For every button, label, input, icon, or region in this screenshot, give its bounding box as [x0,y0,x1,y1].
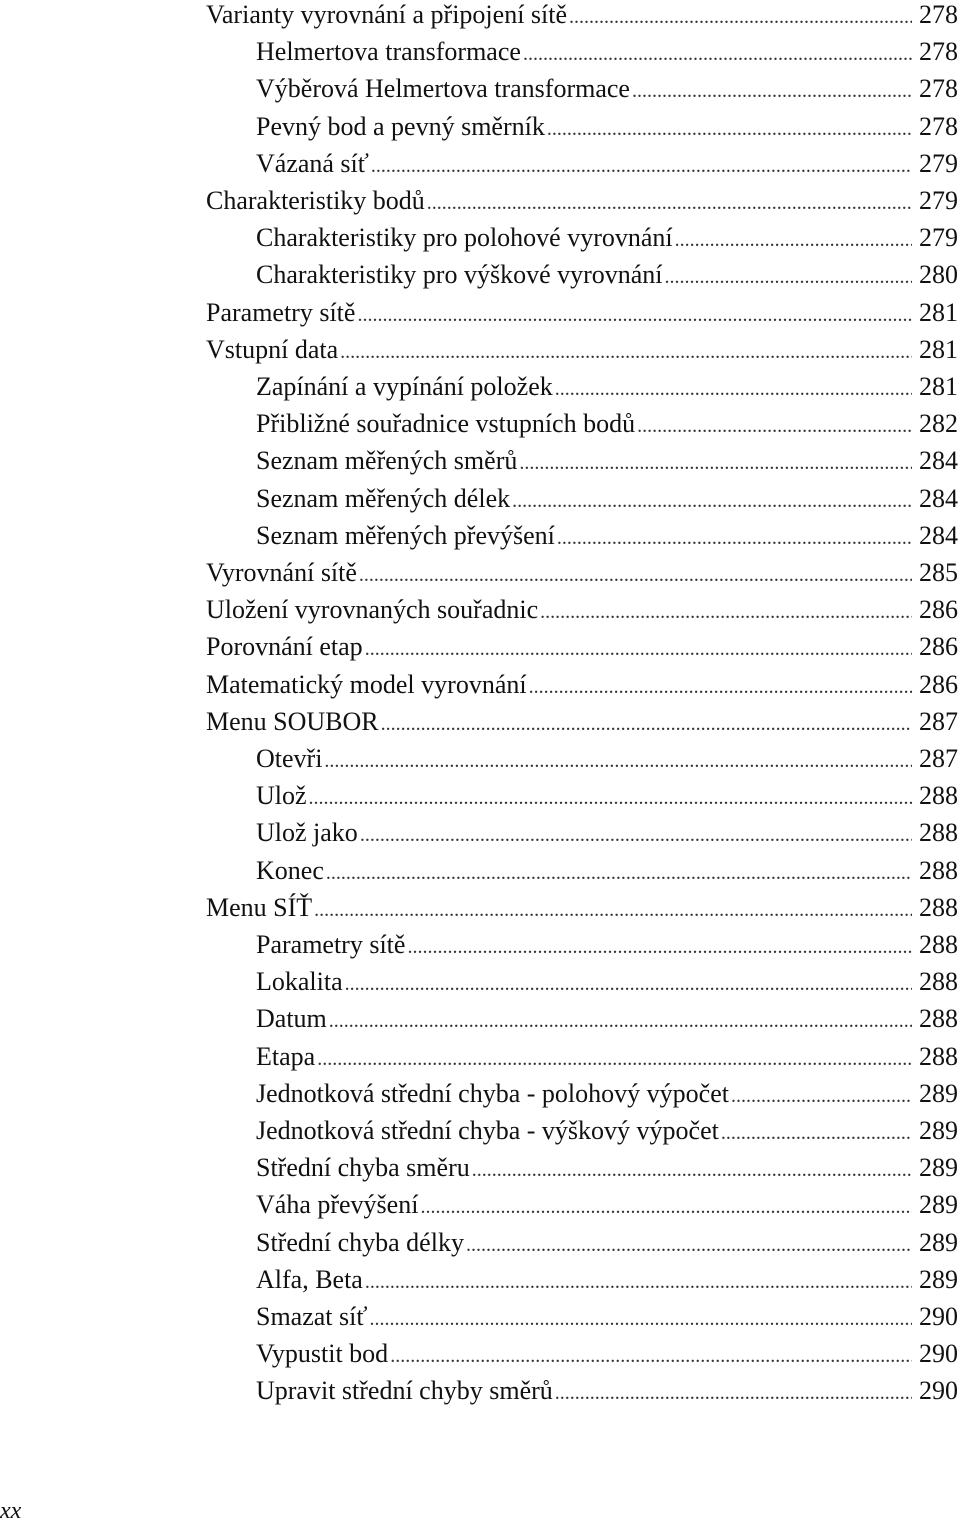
toc-entry [256,405,958,442]
toc-entry [206,666,958,703]
toc-entry-page-number: 288 [919,892,958,922]
toc-entry [256,1186,958,1223]
toc-entry [256,814,958,851]
dot-leader [326,855,912,892]
toc-entry-title: Lokalita [256,967,343,997]
toc-entry [256,1261,958,1298]
dot-leader [314,892,912,929]
toc-entry [256,368,958,405]
dot-leader [340,334,912,371]
toc-entry-title: Seznam měřených délek [256,483,511,513]
dot-leader [360,817,912,854]
toc-entry [206,554,958,591]
toc-entry-page-number: 278 [919,37,958,67]
toc-entry-title: Menu SÍŤ [206,892,313,922]
toc-entry [206,0,958,33]
toc-entry [256,1298,958,1335]
toc-entry-title: Varianty vyrovnání a připojení sítě [206,0,568,29]
toc-entry-title: Alfa, Beta [256,1264,363,1294]
toc-entry-title: Jednotková střední chyba - výškový výpočet [256,1116,719,1145]
toc-entry-title: Charakteristiky pro polohové vyrovnání [256,223,673,253]
dot-leader [365,631,912,668]
dot-leader [309,780,912,817]
toc-entry-title: Menu SOUBOR [206,706,379,736]
toc-entry-page-number: 278 [919,0,958,29]
dot-leader [365,1264,912,1301]
toc-entry-title: Parametry sítě [206,297,356,327]
toc-entry [256,517,958,554]
dot-leader [472,1152,912,1189]
toc-entry-title: Vypustit bod [256,1339,389,1369]
toc-entry [256,219,958,256]
toc-entry [256,740,958,777]
dot-leader [675,222,912,259]
toc-entry [206,889,958,926]
toc-entry-page-number: 288 [919,818,958,848]
toc-entry-page-number: 281 [919,372,958,401]
toc-entry-page-number: 278 [919,74,958,104]
dot-leader [317,1041,912,1078]
dot-leader [390,1338,912,1375]
dot-leader [555,371,912,408]
toc-entry-title: Pevný bod a pevný směrník [256,111,545,141]
toc-entry-title: Vstupní data [206,334,339,364]
toc-entry-title: Ulož [256,781,307,811]
toc-entry-page-number: 286 [919,595,958,625]
toc-entry-page-number: 282 [919,409,958,439]
toc-entry-title: Matematický model vyrovnání [206,669,527,699]
toc-entry-page-number: 279 [919,148,958,178]
dot-leader [357,297,912,334]
dot-leader [731,1078,912,1115]
toc-entry [256,777,958,814]
toc-entry [206,294,958,331]
toc-entry-title: Ulož jako [256,818,358,848]
toc-entry [256,108,958,145]
toc-entry-page-number: 286 [919,632,958,662]
toc-entry-title: Parametry sítě [256,930,406,959]
toc-entry-page-number: 288 [919,930,958,959]
toc-entry-page-number: 288 [919,1041,958,1071]
toc-entry [256,1038,958,1075]
toc-entry-page-number: 289 [919,1264,958,1294]
dot-leader [547,111,912,148]
toc-entry [256,926,958,963]
toc-entry-page-number: 281 [919,334,958,364]
toc-entry-page-number: 281 [919,297,958,327]
page-number: xx [0,1498,22,1524]
toc-entry-page-number: 289 [919,1227,958,1257]
dot-leader [721,1115,912,1152]
toc-entry [206,703,958,740]
toc-entry [206,591,958,628]
toc-entry-page-number: 289 [919,1190,958,1220]
toc-entry-title: Porovnání etap [206,632,363,662]
dot-leader [427,185,912,222]
toc-entry-page-number: 290 [919,1376,958,1406]
toc-entry-page-number: 280 [919,260,958,290]
toc-entry-page-number: 290 [919,1302,958,1331]
toc-entry [256,1112,958,1149]
dot-leader [369,1301,912,1338]
toc-entry-page-number: 288 [919,967,958,997]
toc-entry-page-number: 288 [919,1004,958,1034]
dot-leader [345,966,912,1003]
toc-entry-page-number: 288 [919,781,958,811]
dot-leader [329,1003,912,1040]
toc-entry-title: Helmertova transformace [256,37,521,67]
toc-entry [256,852,958,889]
toc-entry-title: Konec [256,855,324,885]
dot-leader [359,557,912,594]
toc-entry-page-number: 284 [919,446,958,476]
toc-entry [256,442,958,479]
dot-leader [420,1189,912,1226]
toc-entry-title: Vyrovnání sítě [206,558,357,587]
toc-entry-page-number: 289 [919,1153,958,1183]
dot-leader [381,706,912,743]
toc-entry [256,1149,958,1186]
toc-entry-title: Jednotková střední chyba - polohový výpočet [256,1078,729,1108]
toc-entry-title: Zapínání a vypínání položek [256,372,553,401]
toc-entry-page-number: 284 [919,520,958,550]
toc-entry [256,1335,958,1372]
toc-entry-title: Přibližné souřadnice vstupních bodů [256,409,636,439]
toc-entry-page-number: 288 [919,855,958,885]
toc-entry [206,628,958,665]
toc-entry-page-number: 285 [919,558,958,587]
dot-leader [512,483,912,520]
dot-leader [324,743,912,780]
toc-entry-title: Datum [256,1004,327,1034]
toc-entry-page-number: 289 [919,1078,958,1108]
toc-entry-title: Smazat síť [256,1302,368,1331]
toc-entry-page-number: 279 [919,186,958,215]
toc-entry-page-number: 290 [919,1339,958,1369]
toc-entry-page-number: 287 [919,744,958,773]
toc-entry [256,963,958,1000]
toc-entry-title: Střední chyba délky [256,1227,464,1257]
toc-entry [256,1075,958,1112]
dot-leader [665,259,912,296]
dot-leader [632,73,912,110]
toc-entry [206,331,958,368]
toc-entry-title: Seznam měřených převýšení [256,520,555,550]
dot-leader [540,594,912,631]
toc-entry-page-number: 289 [919,1116,958,1145]
toc-entry-title: Vázaná síť [256,148,369,178]
dot-leader [555,1375,912,1412]
toc-entry-page-number: 284 [919,483,958,513]
toc-entry-page-number: 278 [919,111,958,141]
toc-entry-title: Otevři [256,744,323,773]
toc-entry [256,1000,958,1037]
dot-leader [407,929,912,966]
toc-entry-title: Etapa [256,1041,316,1071]
dot-leader [529,669,912,706]
toc-entry-page-number: 287 [919,706,958,736]
toc-entry [256,256,958,293]
toc-entry-title: Váha převýšení [256,1190,419,1220]
toc-entry-title: Charakteristiky bodů [206,186,425,215]
toc-entry [256,70,958,107]
toc-entry-page-number: 279 [919,223,958,253]
dot-leader [557,520,912,557]
dot-leader [371,148,912,185]
toc-entry [206,182,958,219]
toc-entry [256,480,958,517]
toc-entry-title: Upravit střední chyby směrů [256,1376,553,1406]
dot-leader [523,36,912,73]
dot-leader [637,408,912,445]
dot-leader [519,445,912,482]
toc-entry [256,1224,958,1261]
dot-leader [569,0,912,36]
toc-entry-title: Seznam měřených směrů [256,446,518,476]
toc-entry-title: Výběrová Helmertova transformace [256,74,630,104]
toc-entry-title: Střední chyba směru [256,1153,470,1183]
toc-entry-title: Charakteristiky pro výškové vyrovnání [256,260,663,290]
toc-entry [256,1372,958,1409]
toc-entry-page-number: 286 [919,669,958,699]
toc-entry [256,145,958,182]
dot-leader [466,1227,912,1264]
toc-entry-title: Uložení vyrovnaných souřadnic [206,595,539,625]
toc-entry [256,33,958,70]
